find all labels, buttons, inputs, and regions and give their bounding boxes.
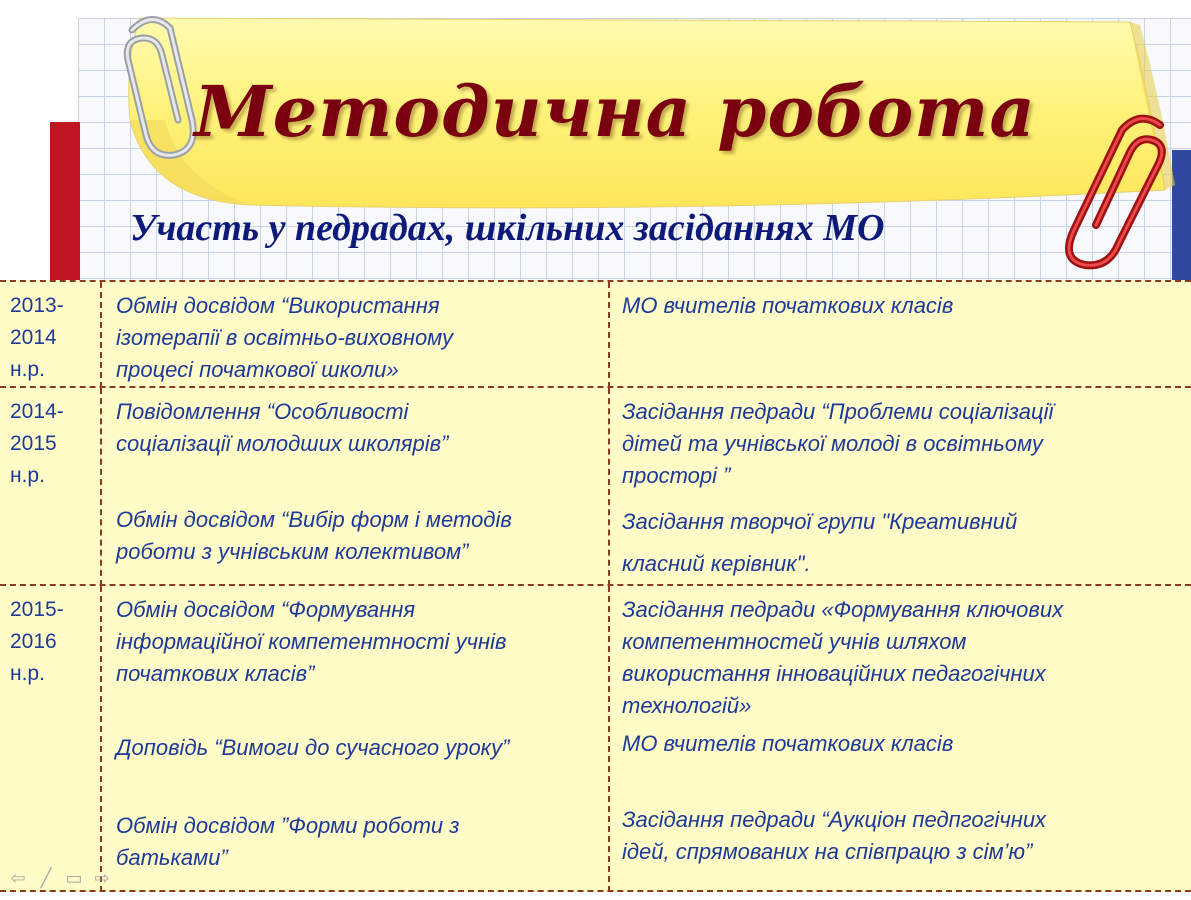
event-cell xyxy=(100,586,608,892)
year-label: 2014- 2015 н.р. xyxy=(10,400,64,487)
year-cell xyxy=(0,282,100,388)
year-cell xyxy=(0,388,100,586)
venue-cell xyxy=(608,388,1191,586)
arrow-right-icon[interactable]: ⇨ xyxy=(94,868,110,888)
year-label: 2013- 2014 н.р. xyxy=(10,294,64,381)
event-text: Доповідь “Вимоги до сучасного уроку” xyxy=(116,735,510,760)
venue-text: класний керівник". xyxy=(622,551,811,576)
arrow-left-icon[interactable]: ⇦ xyxy=(10,868,26,888)
slide-subtitle: Участь у педрадах, шкільних засіданнях МО xyxy=(130,207,885,249)
event-text: Обмін досвідом “Вибір форм і методів роботи з учнівським колективом” xyxy=(116,507,512,564)
table-row xyxy=(0,386,1191,586)
table-row xyxy=(0,280,1191,388)
venue-text: МО вчителів початкових класів xyxy=(622,293,954,318)
event-cell xyxy=(100,388,608,586)
year-cell xyxy=(0,586,100,892)
venue-text: Засідання педради “Проблеми соціалізації дітей та учнівської молоді в освітньому просторі ” xyxy=(622,399,1054,488)
event-text: Повідомлення “Особливості соціалізації молодших школярів” xyxy=(116,399,449,456)
venue-cell xyxy=(608,586,1191,892)
venue-cell xyxy=(608,282,1191,388)
table-bottom-border xyxy=(0,890,1191,892)
slide-title: Методична робота xyxy=(194,70,1036,153)
year-label: 2015- 2016 н.р. xyxy=(10,598,64,685)
event-text: Обмін досвідом ”Форми роботи з батьками” xyxy=(116,813,460,870)
menu-icon[interactable]: ▭ xyxy=(65,868,83,888)
pen-icon[interactable]: ╱ xyxy=(40,868,52,888)
venue-text: Засідання творчої групи "Креативний xyxy=(622,509,1018,534)
event-text: Обмін досвідом “Використання ізотерапії в освітньо-виховному процесі початкової школи» xyxy=(116,293,454,382)
event-text: Обмін досвідом “Формування інформаційної компетентності учнів початкових класів” xyxy=(116,597,507,686)
table-row xyxy=(0,584,1191,892)
event-cell xyxy=(100,282,608,388)
venue-text: МО вчителів початкових класів xyxy=(622,731,954,756)
venue-text: Засідання педради «Формування ключових компетентностей учнів шляхом використання інноваційних педагогічних технологій» xyxy=(622,597,1064,718)
venue-text: Засідання педради “Аукціон педпгогічних ідей, спрямованих на співпрацю з сім’ю” xyxy=(622,807,1047,864)
slide-navigation xyxy=(8,868,112,889)
